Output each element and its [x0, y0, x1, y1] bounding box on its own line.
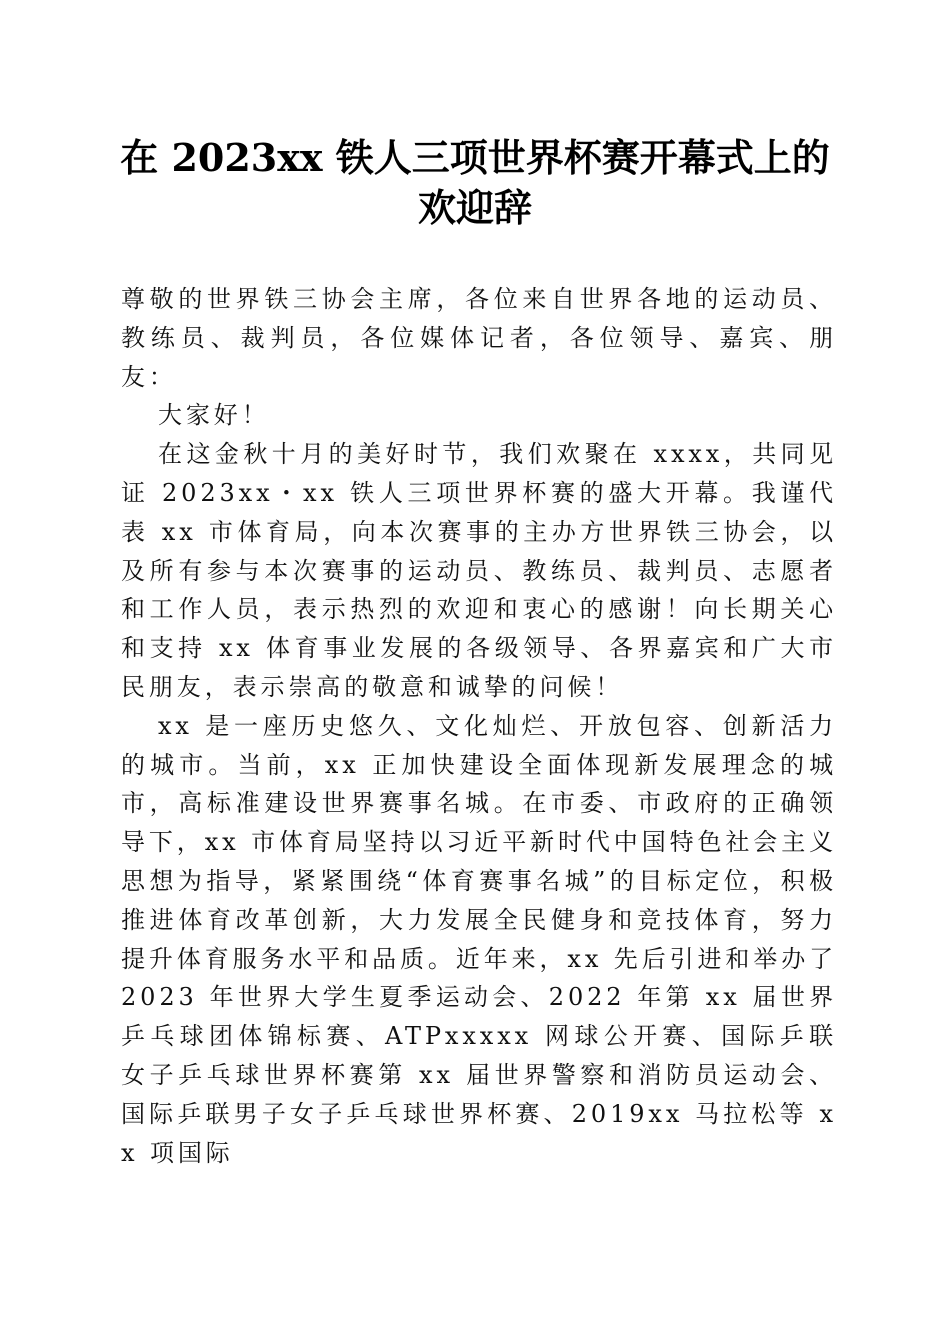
- document-body: [121, 280, 837, 1172]
- salutation-paragraph: 尊敬的世界铁三协会主席，各位来自世界各地的运动员、教练员、裁判员，各位媒体记者，各位领导、嘉宾、朋友：: [121, 285, 837, 391]
- document-title: 在 2023xx 铁人三项世界杯赛开幕式上的欢迎辞: [120, 135, 830, 230]
- body-paragraph-2: xx 是一座历史悠久、文化灿烂、开放包容、创新活力的城市。当前，xx 正加快建设全面体现新发展理念的城市，高标准建设世界赛事名城。在市委、市政府的正确领导下，xx 市体育局坚持以习近平新时代中国特色社会主义思想为指导，紧紧围绕“体育赛事名城”的目标定位，积极推进体育改革创新，大力发展全民健身和竞技体育，努力提升体育服务水平和品质。近年来，xx 先后引进和举办了 2023 年世界大学生夏季运动会、2022 年第 xx 届世界乒乓球团体锦标赛、ATPxxxxx 网球公开赛、国际乒联女子乒乓球世界杯赛第 xx 届世界警察和消防员运动会、国际乒联男子女子乒乓球世界杯赛、2019xx 马拉松等 xx 项国际: [121, 711, 837, 1167]
- greeting-paragraph: 大家好！: [158, 401, 270, 430]
- body-paragraph-1: 在这金秋十月的美好时节，我们欢聚在 xxxx，共同见证 2023xx・xx 铁人三项世界杯赛的盛大开幕。我谨代表 xx 市体育局，向本次赛事的主办方世界铁三协会，以及所有参与本次赛事的运动员、教练员、裁判员、志愿者和工作人员，表示热烈的欢迎和衷心的感谢！向长期关心和支持 xx 体育事业发展的各级领导、各界嘉宾和广大市民朋友，表示崇高的敬意和诚挚的问候！: [121, 440, 837, 701]
